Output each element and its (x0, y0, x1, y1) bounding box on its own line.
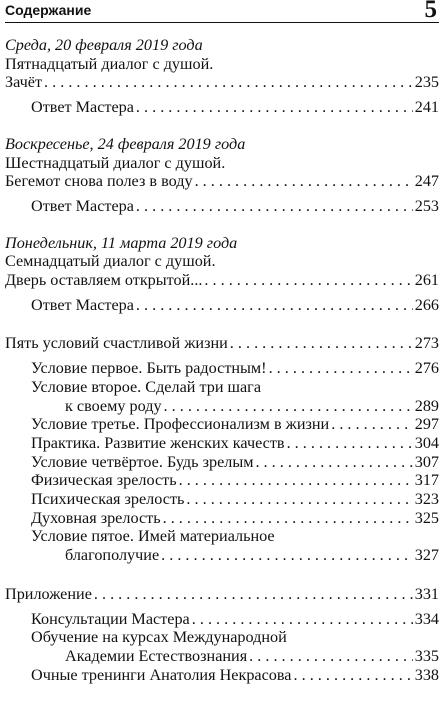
dot-leader (249, 647, 413, 666)
dot-leader (161, 546, 413, 565)
dot-leader (269, 359, 413, 378)
toc-subentry-title-line: Условие второе. Сделай три шага (31, 377, 262, 396)
dot-leader (192, 610, 413, 629)
toc-entry-page: 247 (414, 172, 439, 191)
toc-entry-page: 289 (414, 396, 439, 415)
toc-subentry-title-line: Условие пятое. Имей материальное (31, 527, 275, 546)
toc-subentry (5, 471, 439, 490)
toc-subentry (5, 509, 439, 528)
toc-subentry (5, 610, 439, 629)
dot-leader (230, 334, 413, 353)
toc-entry-page: 241 (414, 98, 439, 117)
toc-entry-page: 317 (414, 471, 439, 490)
toc-entry-title: Условие четвёртое. Будь зрелым (31, 452, 254, 471)
section-subtitle: Пятнадцатый диалог с душой. (5, 54, 214, 73)
toc-entry (5, 334, 439, 353)
toc-entry-title: благополучие (65, 546, 160, 565)
dot-leader (195, 172, 413, 191)
toc-entry-page: 297 (414, 415, 439, 434)
header-title: Содержание (5, 2, 92, 18)
toc-subentry (5, 666, 439, 685)
table-of-contents (5, 36, 439, 684)
toc-subentry (5, 359, 439, 378)
toc-entry-page: 304 (414, 433, 439, 452)
running-header (5, 0, 439, 23)
toc-entry-title: к своему роду (65, 396, 162, 415)
toc-subentry (5, 197, 439, 216)
toc-entry-page: 325 (414, 508, 439, 527)
toc-subentry (5, 647, 439, 666)
toc-subentry (5, 434, 439, 453)
toc-entry-page: 307 (414, 452, 439, 471)
toc-subentry (5, 397, 439, 416)
toc-entry-page: 235 (414, 73, 439, 92)
dot-leader (136, 296, 413, 315)
dot-leader (136, 197, 413, 216)
toc-subentry-title-line: Обучение на курсах Международной (31, 628, 287, 647)
toc-entry-page: 331 (414, 584, 439, 603)
toc-entry-title: Приложение (5, 584, 92, 603)
dot-leader (164, 397, 413, 416)
toc-entry-title: Психическая зрелость (31, 490, 185, 509)
section-date: Среда, 20 февраля 2019 года (5, 36, 203, 54)
toc-entry-title: Условие первое. Быть радостным! (31, 359, 267, 378)
dot-leader (255, 453, 412, 472)
toc-entry-title: Зачёт (5, 73, 43, 92)
toc-entry-title: Духовная зрелость (31, 508, 161, 527)
dot-leader (294, 666, 413, 685)
toc-entry-title: Физическая зрелость (31, 471, 177, 490)
toc-entry-title: Ответ Мастера (31, 98, 134, 117)
toc-entry (5, 172, 439, 191)
toc-subentry (5, 546, 439, 565)
section-date: Воскресенье, 24 февраля 2019 года (5, 134, 246, 153)
dot-leader (163, 509, 413, 528)
toc-entry-title: Консультации Мастера (31, 609, 190, 628)
toc-entry-page: 323 (414, 490, 439, 509)
section-date: Понедельник, 11 марта 2019 года (5, 233, 238, 252)
toc-entry-title: Практика. Развитие женских качеств (31, 433, 285, 452)
section-subtitle: Семнадцатый диалог с душой. (5, 252, 216, 271)
toc-entry-page: 338 (414, 665, 439, 684)
toc-subentry (5, 490, 439, 509)
dot-leader (136, 98, 413, 117)
toc-entry (5, 585, 439, 604)
section-subtitle: Шестнадцатый диалог с душой. (5, 153, 226, 172)
toc-entry-page: 261 (414, 271, 439, 290)
toc-entry-title: Ответ Мастера (31, 295, 134, 314)
toc-subentry (5, 98, 439, 117)
dot-leader (204, 271, 412, 290)
toc-entry-page: 327 (414, 546, 439, 565)
toc-entry-title: Бегемот снова полез в воду (5, 172, 193, 191)
toc-entry-page: 273 (414, 334, 439, 353)
toc-subentry (5, 453, 439, 472)
dot-leader (186, 490, 412, 509)
toc-subentry (5, 415, 439, 434)
dot-leader (331, 415, 412, 434)
toc-entry-title: Академии Естествознания (65, 646, 248, 665)
toc-entry-page: 266 (414, 295, 439, 314)
toc-entry-title: Пять условий счастливой жизни (5, 334, 228, 353)
dot-leader (287, 434, 413, 453)
dot-leader (94, 585, 413, 604)
toc-entry-page: 276 (414, 359, 439, 378)
toc-subentry (5, 296, 439, 315)
toc-entry-title: Ответ Мастера (31, 196, 134, 215)
page-number: 5 (424, 0, 437, 23)
toc-entry (5, 271, 439, 290)
toc-entry-title: Очные тренинги Анатолия Некрасова (31, 665, 292, 684)
toc-entry-title: Дверь оставляем открытой... (5, 271, 203, 290)
toc-entry-page: 253 (414, 196, 439, 215)
toc-entry (5, 73, 439, 92)
toc-entry-title: Условие третье. Профессионализм в жизни (31, 415, 330, 434)
toc-entry-page: 335 (414, 646, 439, 665)
dot-leader (44, 73, 413, 92)
dot-leader (179, 471, 413, 490)
toc-entry-page: 334 (414, 609, 439, 628)
